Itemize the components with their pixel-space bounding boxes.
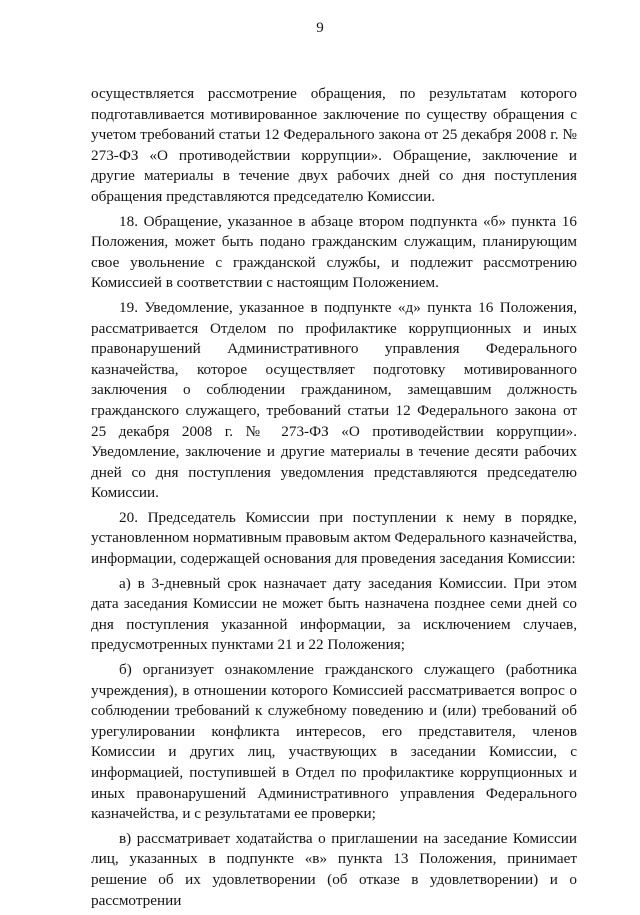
document-body bbox=[91, 84, 577, 915]
paragraph-continuation: осуществляется рассмотрение обращения, по результатам которого подготавливается мотивированное заключение по существу обращения с учетом требований статьи 12 Федерального закона от 25 декабря 2008 г. № 273-ФЗ «О противодействии коррупции». Обращение, заключение и другие материалы в течение двух рабочих дней со дня поступления обращения представляются председателю Комиссии. bbox=[91, 85, 577, 205]
paragraph-19: 19. Уведомление, указанное в подпункте «д» пункта 16 Положения, рассматривается Отделом по профилактике коррупционных и иных правонарушений Административного управления Федерального казначейства, которое осуществляет подготовку мотивированного заключения о соблюдении гражданином, замещавшим должность гражданского служащего, требований статьи 12 Федерального закона от 25 декабря 2008 г. № 273-ФЗ «О противодействии коррупции». Уведомление, заключение и другие материалы в течение десяти рабочих дней со дня поступления уведомления представляются председателю Комиссии. bbox=[91, 298, 577, 502]
page-number: 9 bbox=[316, 20, 324, 36]
paragraph-20-b: б) организует ознакомление гражданского служащего (работника учреждения), в отношении которого Комиссией рассматривается вопрос о соблюдении требований к служебному поведению и (или) требований об урегулировании конфликта интересов, его представителя, членов Комиссии и других лиц, участвующих в заседании Комиссии, с информацией, поступившей в Отдел по профилактике коррупционных и иных правонарушений Административного управления Федерального казначейства, и с результатами ее проверки; bbox=[91, 661, 577, 823]
paragraph-20-a: а) в 3-дневный срок назначает дату заседания Комиссии. При этом дата заседания Комиссии не может быть назначена позднее семи дней со дня поступления указанной информации, за исключением случаев, предусмотренных пунктами 21 и 22 Положения; bbox=[91, 574, 577, 654]
paragraph-20-v: в) рассматривает ходатайства о приглашении на заседание Комиссии лиц, указанных в подпункте «в» пункта 13 Положения, принимает решение об их удовлетворении (об отказе в удовлетворении) и о рассмотрении bbox=[91, 829, 577, 909]
paragraph-18: 18. Обращение, указанное в абзаце втором подпункта «б» пункта 16 Положения, может быть подано гражданским служащим, планирующим свое увольнение с гражданской службы, и подлежит рассмотрению Комиссией в соответствии с настоящим Положением. bbox=[91, 212, 577, 292]
paragraph-20: 20. Председатель Комиссии при поступлении к нему в порядке, установленном нормативным правовым актом Федерального казначейства, информации, содержащей основания для проведения заседания Комиссии: bbox=[91, 508, 577, 568]
